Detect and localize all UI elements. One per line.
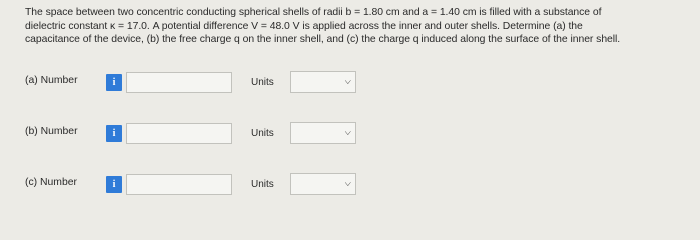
answer-row-c: [0, 172, 700, 196]
part-a-label: (a) Number: [25, 75, 78, 86]
answer-row-b: [0, 121, 700, 145]
part-c-units-select[interactable]: [290, 173, 356, 195]
chevron-down-icon: ⌵: [345, 178, 352, 189]
part-b-number-input[interactable]: [126, 123, 232, 144]
chevron-down-icon: ⌵: [345, 76, 352, 87]
part-b-units-select[interactable]: [290, 122, 356, 144]
chevron-down-icon: ⌵: [345, 127, 352, 138]
part-b-label: (b) Number: [25, 126, 78, 137]
part-c-label: (c) Number: [25, 177, 77, 188]
part-c-number-input[interactable]: [126, 174, 232, 195]
part-b-units-label: Units: [251, 128, 274, 139]
info-icon[interactable]: i: [106, 74, 122, 91]
part-a-units-label: Units: [251, 77, 274, 88]
part-a-units-select[interactable]: [290, 71, 356, 93]
problem-line: The space between two concentric conducting spherical shells of radii b = 1.80 cm and a = 1.40 cm is filled with a substance of: [25, 7, 602, 18]
problem-line: capacitance of the device, (b) the free charge q on the inner shell, and (c) the charge q induced along the surface of the inner shell.: [25, 34, 621, 45]
problem-statement: [25, 6, 675, 47]
info-icon[interactable]: i: [106, 176, 122, 193]
info-icon[interactable]: i: [106, 125, 122, 142]
part-a-number-input[interactable]: [126, 72, 232, 93]
part-c-units-label: Units: [251, 179, 274, 190]
problem-line: dielectric constant κ = 17.0. A potential difference V = 48.0 V is applied across the inner and outer shells. Determine (a) the: [25, 20, 583, 32]
answer-row-a: [0, 70, 700, 94]
